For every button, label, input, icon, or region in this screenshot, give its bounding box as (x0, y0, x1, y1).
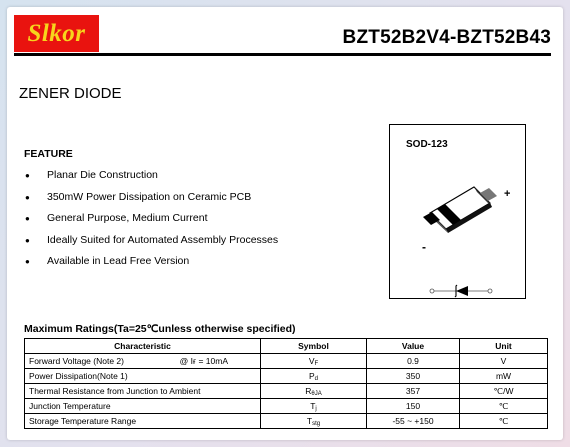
table-header-row (25, 339, 548, 354)
unit-cell: ℃ (460, 414, 548, 429)
symbol-cell (261, 414, 367, 429)
ratings-table (24, 338, 548, 429)
characteristic-text: Forward Voltage (Note 2) (29, 356, 124, 366)
characteristic-text: Thermal Resistance from Junction to Ambient (29, 386, 201, 396)
bullet-icon: ● (25, 171, 30, 180)
symbol-subscript: j (315, 405, 317, 412)
bullet-icon: ● (25, 214, 30, 223)
sod123-body-icon (423, 187, 497, 233)
column-header: Unit (460, 339, 548, 354)
value-cell: 350 (367, 369, 460, 384)
symbol-cell (261, 369, 367, 384)
logo-text: Slkor (27, 20, 86, 47)
symbol-text: T (306, 415, 313, 426)
ratings-heading: Maximum Ratings(Ta=25℃unless otherwise specified) (24, 323, 296, 335)
package-name: SOD-123 (406, 139, 448, 150)
anode-plus-label: + (504, 188, 511, 200)
column-header: Symbol (261, 339, 367, 354)
feature-text: General Purpose, Medium Current (47, 212, 208, 224)
feature-item (25, 234, 278, 256)
table-row (25, 414, 548, 429)
table-row (25, 369, 548, 384)
package-figure (389, 124, 526, 299)
symbol-text: T (310, 400, 316, 411)
table-row (25, 384, 548, 399)
feature-list (25, 169, 278, 277)
datasheet-page (7, 7, 563, 440)
test-condition: @ Iғ = 10mA (179, 356, 228, 366)
feature-item (25, 191, 278, 213)
zener-symbol-icon (430, 285, 492, 297)
table-row (25, 399, 548, 414)
column-header: Value (367, 339, 460, 354)
symbol-cell (261, 354, 367, 369)
symbol-cell (261, 399, 367, 414)
feature-text: Ideally Suited for Automated Assembly Processes (47, 233, 279, 246)
value-cell: 357 (367, 384, 460, 399)
header-divider (14, 53, 551, 56)
feature-text: Available in Lead Free Version (47, 255, 190, 267)
symbol-text: R (305, 385, 312, 396)
feature-item (25, 255, 278, 277)
column-header: Characteristic (25, 339, 261, 354)
value-cell: 0.9 (367, 354, 460, 369)
company-logo (14, 15, 99, 52)
characteristic-text: Power Dissipation(Note 1) (29, 371, 128, 381)
unit-cell: ℃/W (460, 384, 548, 399)
feature-text: Planar Die Construction (47, 169, 158, 181)
symbol-text: V (308, 355, 315, 366)
characteristic-cell (25, 414, 261, 429)
characteristic-text: Junction Temperature (29, 401, 111, 411)
value-cell: 150 (367, 399, 460, 414)
characteristic-cell (25, 399, 261, 414)
feature-text: 350mW Power Dissipation on Ceramic PCB (47, 190, 252, 203)
bullet-icon: ● (25, 257, 30, 266)
characteristic-cell (25, 354, 261, 369)
characteristic-cell (25, 369, 261, 384)
unit-cell: mW (460, 369, 548, 384)
part-number-range: BZT52B2V4-BZT52B43 (342, 27, 551, 48)
unit-cell: ℃ (460, 399, 548, 414)
bullet-icon: ● (25, 235, 30, 245)
symbol-subscript: stg (312, 420, 321, 427)
characteristic-text: Storage Temperature Range (29, 416, 137, 426)
bullet-icon: ● (25, 192, 30, 202)
unit-cell: V (460, 354, 548, 369)
package-drawing (390, 125, 527, 300)
table-row (25, 354, 548, 369)
value-cell: -55 ~ +150 (367, 414, 460, 429)
feature-item (25, 212, 278, 234)
feature-heading: FEATURE (24, 148, 73, 160)
characteristic-cell (25, 384, 261, 399)
symbol-text: P (308, 370, 315, 381)
symbol-subscript: θJA (311, 390, 322, 397)
feature-item (25, 169, 278, 191)
cathode-minus-label: - (422, 240, 426, 254)
symbol-subscript: F (314, 360, 319, 367)
document-title: ZENER DIODE (19, 85, 122, 102)
symbol-cell (261, 384, 367, 399)
symbol-subscript: d (314, 375, 318, 382)
